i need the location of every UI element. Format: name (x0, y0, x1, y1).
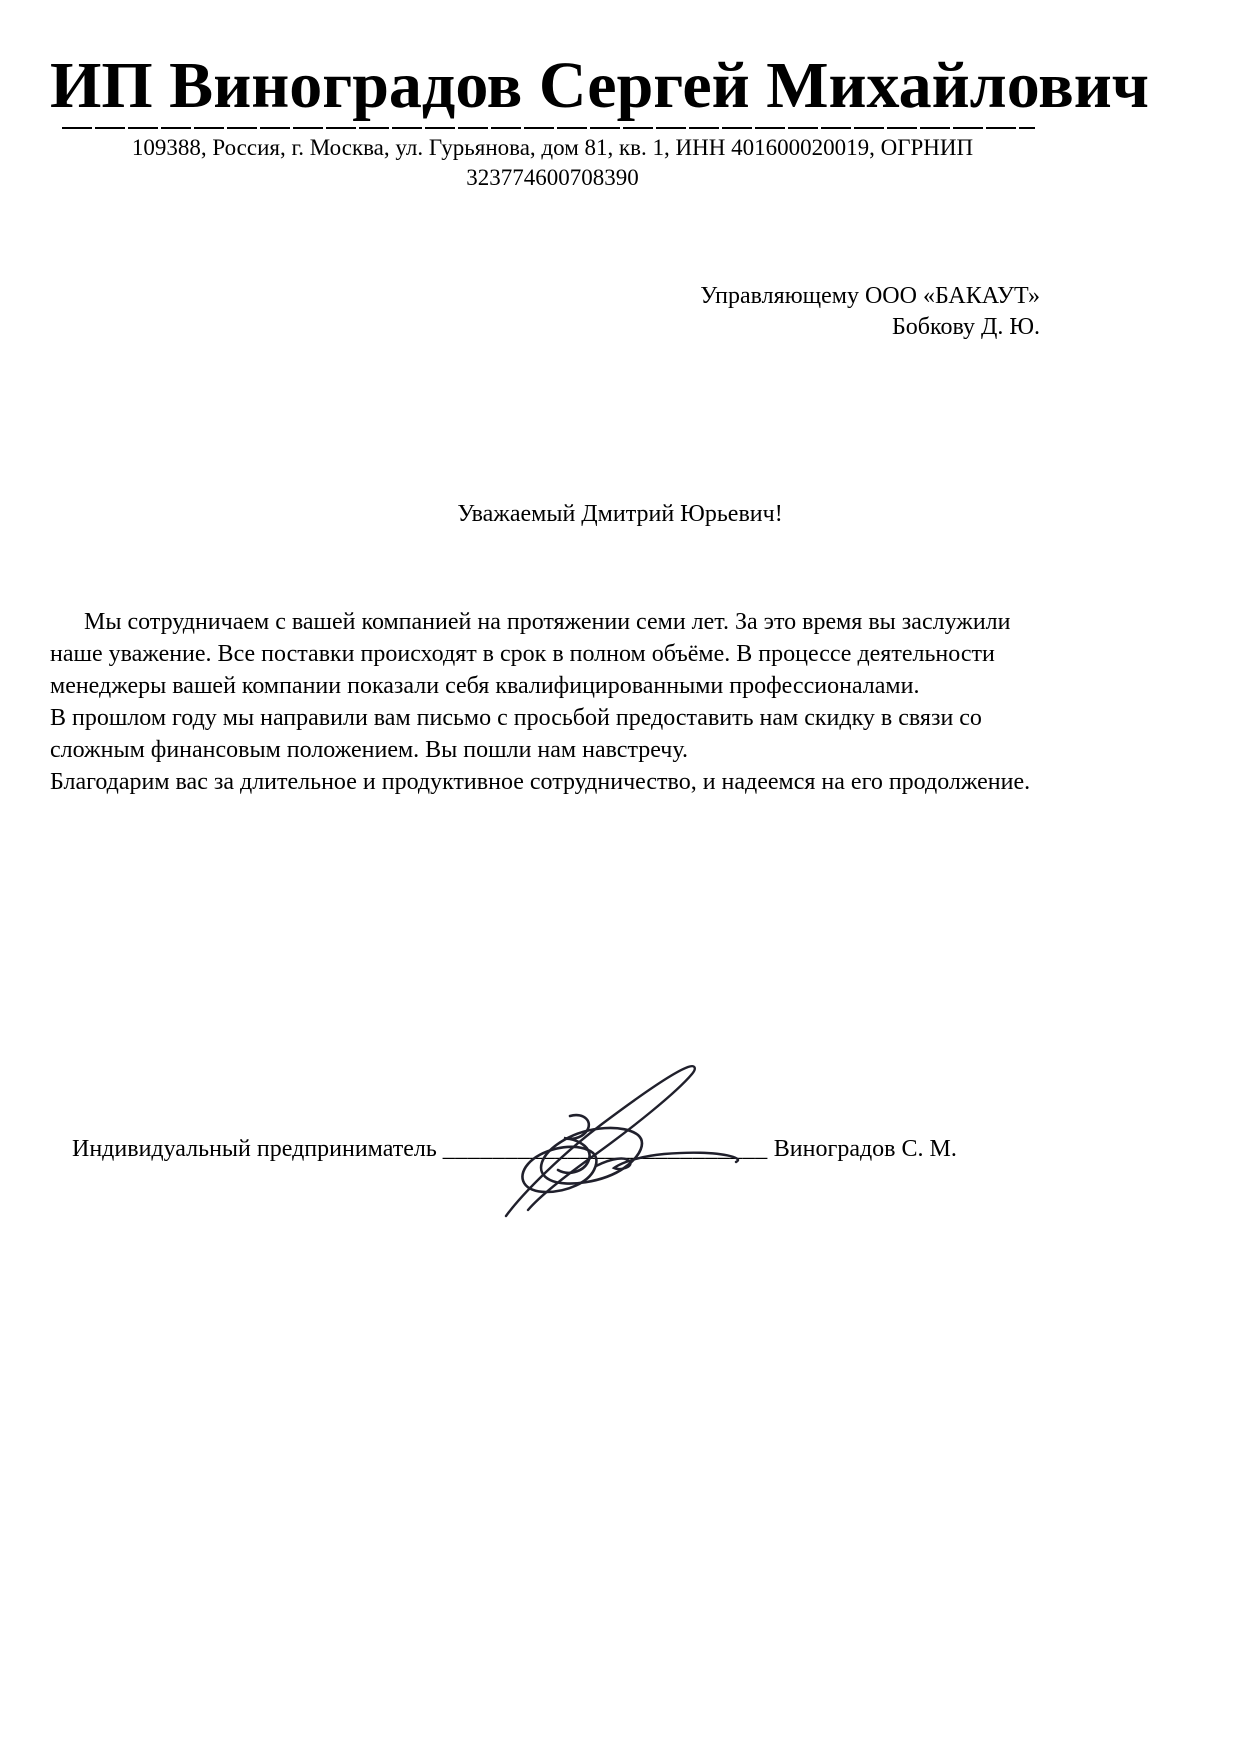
letter-content (50, 0, 1149, 1163)
signature-row (72, 1136, 1055, 1163)
signature-blank-line: __________________________ (442, 1135, 768, 1162)
body-paragraph-3: Благодарим вас за длительное и продуктивное сотрудничество, и надеемся на его продолжение. (50, 768, 1031, 795)
letterhead-divider (62, 127, 1035, 129)
letter-body (50, 606, 1055, 798)
recipient-block (50, 281, 1055, 343)
letterhead-address: 109388, Россия, г. Москва, ул. Гурьянова, дом 81, кв. 1, ИНН 401600020019, ОГРНИП 323774600708390 (131, 135, 974, 191)
recipient-position: Управляющему ООО «БАКАУТ» (700, 282, 1040, 309)
body-paragraph-1: Мы сотрудничаем с вашей компанией на протяжении семи лет. За это время вы заслужили наше уважение. Все поставки происходят в срок в полном объёме. В процессе деятельности менеджеры вашей компании показали себя квалифицированными профессионалами. (50, 608, 1011, 699)
recipient-name: Бобкову Д. Ю. (892, 313, 1040, 340)
salutation: Уважаемый Дмитрий Юрьевич! (457, 500, 783, 527)
signature-label: Индивидуальный предприниматель (72, 1135, 437, 1162)
body-paragraph-2: В прошлом году мы направили вам письмо с просьбой предоставить нам скидку в связи со сложным финансовым положением. Вы пошли нам навстречу. (50, 704, 982, 763)
signatory-name: Виноградов С. М. (773, 1135, 957, 1162)
letterhead-title: ИП Виноградов Сергей Михайлович (50, 49, 1149, 122)
handwritten-signature-icon (492, 1058, 762, 1206)
